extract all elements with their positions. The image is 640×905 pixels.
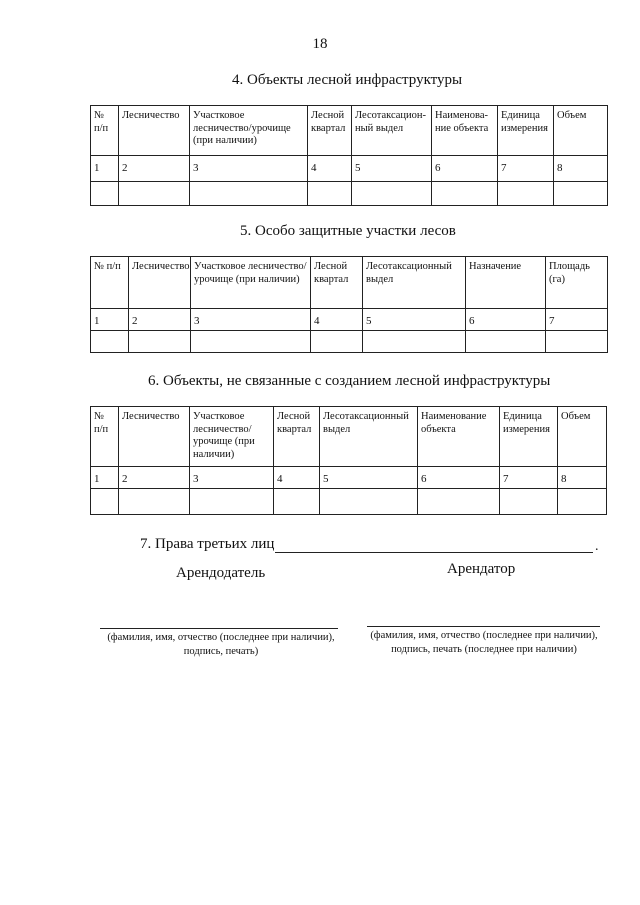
header-cell: Лесотаксацион-ный выдел — [352, 106, 432, 156]
lessee-signature-caption: (фамилия, имя, отчество (последнее при наличии), подпись, печать (последнее при наличии) — [370, 630, 598, 656]
header-cell: Объем — [554, 106, 608, 156]
empty-cell — [311, 331, 363, 353]
table-number-row — [91, 467, 607, 489]
section-6-title: 6. Объекты, не связанные с созданием лесной инфраструктуры — [148, 373, 551, 389]
page-number: 18 — [312, 36, 328, 52]
header-cell: Наименование объекта — [418, 407, 500, 467]
empty-cell — [432, 182, 498, 206]
section-6-table — [90, 406, 607, 515]
number-cell: 7 — [498, 156, 554, 182]
number-cell: 2 — [119, 156, 190, 182]
header-cell: Наименова-ние объекта — [432, 106, 498, 156]
lessor-signature-line — [100, 628, 338, 629]
table-number-row — [91, 309, 608, 331]
number-cell: 5 — [352, 156, 432, 182]
header-cell: Лесотаксационный выдел — [320, 407, 418, 467]
empty-cell — [91, 182, 119, 206]
lessor-signature-caption: (фамилия, имя, отчество (последнее при наличии), подпись, печать) — [107, 632, 335, 658]
number-cell: 7 — [500, 467, 558, 489]
section-7-label: 7. Права третьих лиц — [140, 536, 275, 552]
number-cell: 2 — [119, 467, 190, 489]
header-cell: Участковое лесничество/урочище (при наличии) — [190, 106, 308, 156]
empty-cell — [558, 489, 607, 515]
header-cell: Единица измерения — [498, 106, 554, 156]
header-cell: Лесной квартал — [308, 106, 352, 156]
header-cell: Площадь (га) — [546, 257, 608, 309]
empty-cell — [500, 489, 558, 515]
header-cell: № п/п — [91, 257, 129, 309]
empty-cell — [466, 331, 546, 353]
table-header-row — [91, 106, 608, 156]
empty-cell — [363, 331, 466, 353]
number-cell: 2 — [129, 309, 191, 331]
number-cell: 1 — [91, 156, 119, 182]
number-cell: 6 — [418, 467, 500, 489]
header-cell: Лесничество — [119, 407, 190, 467]
empty-cell — [308, 182, 352, 206]
number-cell: 8 — [558, 467, 607, 489]
header-cell: № п/п — [91, 106, 119, 156]
empty-cell — [129, 331, 191, 353]
section-4-title: 4. Объекты лесной инфраструктуры — [232, 72, 463, 88]
lessee-label: Арендатор — [447, 561, 516, 577]
header-cell: Лесной квартал — [311, 257, 363, 309]
empty-cell — [498, 182, 554, 206]
number-cell: 4 — [311, 309, 363, 331]
header-cell: Единица измерения — [500, 407, 558, 467]
empty-cell — [91, 331, 129, 353]
table-number-row — [91, 156, 608, 182]
lessor-label: Арендодатель — [176, 565, 266, 581]
number-cell: 3 — [191, 309, 311, 331]
number-cell: 6 — [432, 156, 498, 182]
table-empty-row — [91, 331, 608, 353]
header-cell: № п/п — [91, 407, 119, 467]
header-cell: Лесничество — [129, 257, 191, 309]
header-cell: Назначение — [466, 257, 546, 309]
header-cell: Лесной квартал — [274, 407, 320, 467]
empty-cell — [274, 489, 320, 515]
number-cell: 3 — [190, 156, 308, 182]
number-cell: 4 — [308, 156, 352, 182]
number-cell: 3 — [190, 467, 274, 489]
number-cell: 1 — [91, 309, 129, 331]
table-empty-row — [91, 489, 607, 515]
empty-cell — [418, 489, 500, 515]
number-cell: 8 — [554, 156, 608, 182]
header-cell: Лесотаксационный выдел — [363, 257, 466, 309]
table-header-row — [91, 257, 608, 309]
empty-cell — [91, 489, 119, 515]
empty-cell — [352, 182, 432, 206]
section-7-end-mark: . — [595, 539, 599, 554]
empty-cell — [320, 489, 418, 515]
table-header-row — [91, 407, 607, 467]
empty-cell — [190, 489, 274, 515]
number-cell: 7 — [546, 309, 608, 331]
section-4-table — [90, 105, 608, 206]
empty-cell — [546, 331, 608, 353]
section-5-table — [90, 256, 608, 353]
empty-cell — [119, 182, 190, 206]
third-party-fill-line — [275, 552, 593, 553]
number-cell: 4 — [274, 467, 320, 489]
number-cell: 1 — [91, 467, 119, 489]
section-5-title: 5. Особо защитные участки лесов — [240, 223, 456, 239]
empty-cell — [190, 182, 308, 206]
empty-cell — [554, 182, 608, 206]
number-cell: 6 — [466, 309, 546, 331]
empty-cell — [191, 331, 311, 353]
number-cell: 5 — [320, 467, 418, 489]
header-cell: Объем — [558, 407, 607, 467]
header-cell: Лесничество — [119, 106, 190, 156]
lessee-signature-line — [367, 626, 600, 627]
empty-cell — [119, 489, 190, 515]
header-cell: Участковое лесничество/урочище (при наличии) — [191, 257, 311, 309]
header-cell: Участковое лесничество/ урочище (при наличии) — [190, 407, 274, 467]
number-cell: 5 — [363, 309, 466, 331]
table-empty-row — [91, 182, 608, 206]
